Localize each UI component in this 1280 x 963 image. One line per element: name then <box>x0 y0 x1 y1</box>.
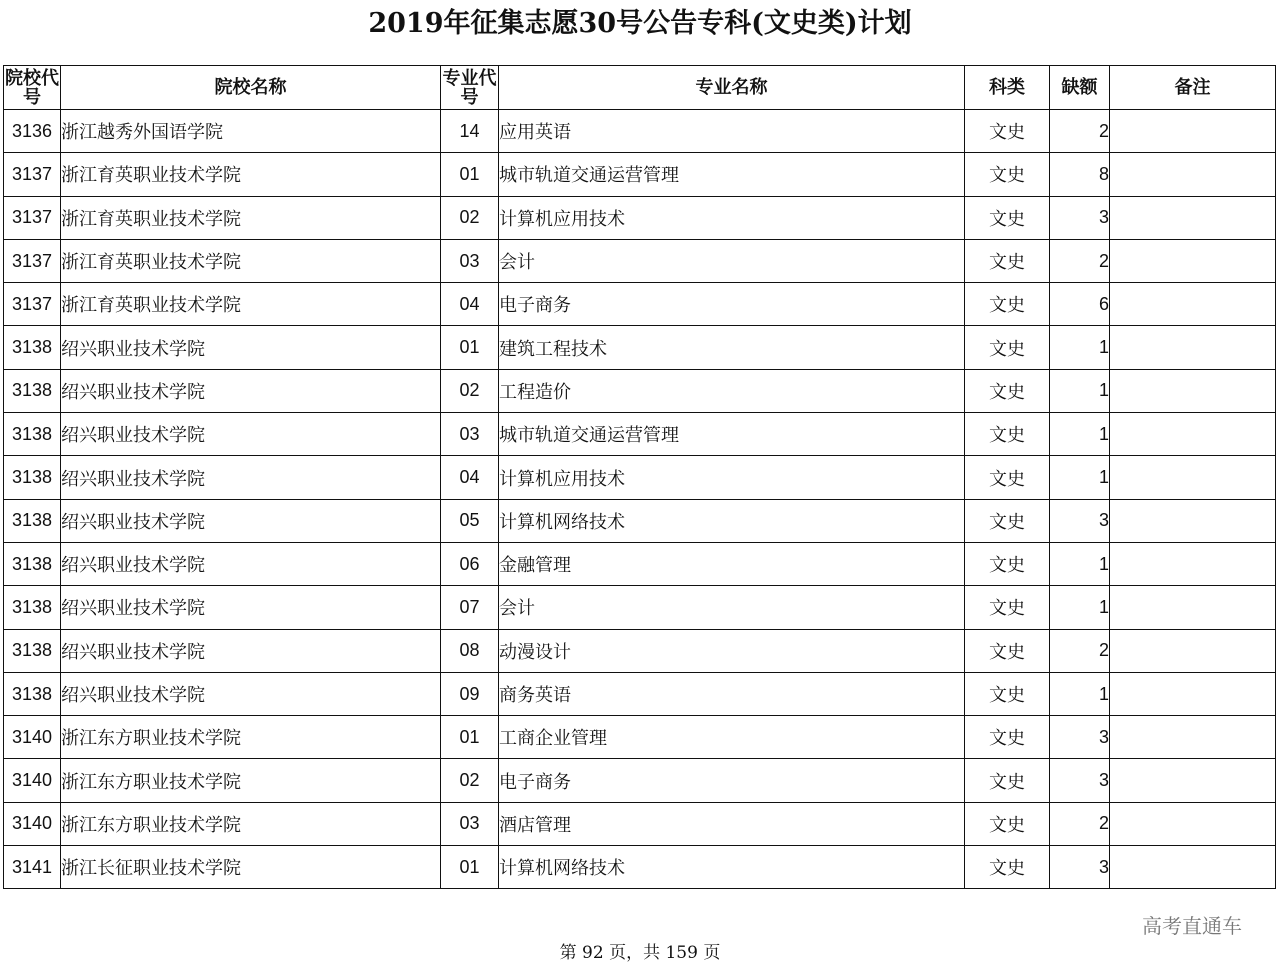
cell-school-code: 3138 <box>4 456 61 499</box>
table-row <box>4 586 1276 629</box>
cell-category: 文史 <box>965 499 1050 542</box>
cell-category: 文史 <box>965 716 1050 759</box>
cell-major-name: 会计 <box>499 586 965 629</box>
cell-major-code: 02 <box>441 759 499 802</box>
cell-remarks <box>1110 153 1276 196</box>
plan-table <box>3 65 1276 889</box>
cell-vacancies: 3 <box>1050 499 1110 542</box>
cell-school-code: 3138 <box>4 629 61 672</box>
cell-school-name: 绍兴职业技术学院 <box>61 369 441 412</box>
table-row <box>4 759 1276 802</box>
cell-major-name: 计算机网络技术 <box>499 499 965 542</box>
table-header-row <box>4 66 1276 110</box>
cell-major-name: 应用英语 <box>499 110 965 153</box>
cell-major-name: 商务英语 <box>499 672 965 715</box>
cell-major-code: 01 <box>441 716 499 759</box>
cell-remarks <box>1110 369 1276 412</box>
page-title: 2019年征集志愿30号公告专科(文史类)计划 <box>368 8 912 39</box>
header-major-code: 专业代号 <box>442 67 497 108</box>
cell-remarks <box>1110 716 1276 759</box>
cell-school-code: 3141 <box>4 846 61 889</box>
cell-vacancies: 2 <box>1050 239 1110 282</box>
table-row <box>4 456 1276 499</box>
cell-vacancies: 1 <box>1050 672 1110 715</box>
cell-school-name: 绍兴职业技术学院 <box>61 413 441 456</box>
page-footer: 第 92 页，共 159 页 <box>559 943 721 963</box>
cell-vacancies: 6 <box>1050 283 1110 326</box>
cell-category: 文史 <box>965 326 1050 369</box>
cell-vacancies: 2 <box>1050 802 1110 845</box>
cell-major-name: 工程造价 <box>499 369 965 412</box>
cell-vacancies: 3 <box>1050 716 1110 759</box>
cell-major-code: 04 <box>441 283 499 326</box>
cell-major-name: 计算机网络技术 <box>499 846 965 889</box>
cell-vacancies: 3 <box>1050 196 1110 239</box>
header-remarks: 备注 <box>1110 66 1276 110</box>
cell-vacancies: 3 <box>1050 846 1110 889</box>
cell-vacancies: 8 <box>1050 153 1110 196</box>
header-school-name: 院校名称 <box>61 66 441 110</box>
cell-major-name: 电子商务 <box>499 759 965 802</box>
cell-vacancies: 1 <box>1050 413 1110 456</box>
cell-major-code: 06 <box>441 542 499 585</box>
cell-school-name: 浙江育英职业技术学院 <box>61 239 441 282</box>
cell-school-name: 浙江东方职业技术学院 <box>61 759 441 802</box>
cell-category: 文史 <box>965 413 1050 456</box>
cell-category: 文史 <box>965 672 1050 715</box>
header-major-name: 专业名称 <box>499 66 965 110</box>
cell-remarks <box>1110 283 1276 326</box>
table-row <box>4 672 1276 715</box>
cell-category: 文史 <box>965 586 1050 629</box>
cell-school-code: 3138 <box>4 326 61 369</box>
cell-remarks <box>1110 629 1276 672</box>
header-school-code: 院校代号 <box>5 67 59 108</box>
cell-category: 文史 <box>965 283 1050 326</box>
cell-vacancies: 1 <box>1050 326 1110 369</box>
cell-vacancies: 2 <box>1050 629 1110 672</box>
table-row <box>4 326 1276 369</box>
cell-school-name: 浙江育英职业技术学院 <box>61 153 441 196</box>
cell-major-code: 01 <box>441 326 499 369</box>
cell-major-code: 14 <box>441 110 499 153</box>
cell-school-name: 绍兴职业技术学院 <box>61 586 441 629</box>
cell-major-name: 计算机应用技术 <box>499 456 965 499</box>
table-row <box>4 846 1276 889</box>
cell-vacancies: 3 <box>1050 759 1110 802</box>
cell-school-code: 3140 <box>4 716 61 759</box>
table-row <box>4 283 1276 326</box>
cell-school-name: 绍兴职业技术学院 <box>61 456 441 499</box>
cell-school-name: 浙江育英职业技术学院 <box>61 283 441 326</box>
header-vacancies: 缺额 <box>1050 66 1110 110</box>
cell-school-code: 3140 <box>4 759 61 802</box>
cell-remarks <box>1110 586 1276 629</box>
cell-school-code: 3138 <box>4 413 61 456</box>
cell-vacancies: 1 <box>1050 586 1110 629</box>
cell-category: 文史 <box>965 153 1050 196</box>
cell-remarks <box>1110 239 1276 282</box>
cell-school-code: 3136 <box>4 110 61 153</box>
cell-school-code: 3137 <box>4 153 61 196</box>
cell-vacancies: 1 <box>1050 369 1110 412</box>
cell-major-name: 工商企业管理 <box>499 716 965 759</box>
cell-category: 文史 <box>965 456 1050 499</box>
cell-category: 文史 <box>965 802 1050 845</box>
table-row <box>4 153 1276 196</box>
cell-school-code: 3137 <box>4 196 61 239</box>
cell-major-name: 动漫设计 <box>499 629 965 672</box>
cell-remarks <box>1110 413 1276 456</box>
cell-school-code: 3138 <box>4 369 61 412</box>
cell-school-name: 浙江越秀外国语学院 <box>61 110 441 153</box>
cell-major-name: 城市轨道交通运营管理 <box>499 413 965 456</box>
cell-major-name: 电子商务 <box>499 283 965 326</box>
cell-category: 文史 <box>965 542 1050 585</box>
cell-vacancies: 1 <box>1050 456 1110 499</box>
table-row <box>4 802 1276 845</box>
cell-major-name: 金融管理 <box>499 542 965 585</box>
cell-remarks <box>1110 326 1276 369</box>
cell-major-name: 会计 <box>499 239 965 282</box>
cell-remarks <box>1110 759 1276 802</box>
cell-remarks <box>1110 110 1276 153</box>
cell-school-name: 绍兴职业技术学院 <box>61 542 441 585</box>
table-row <box>4 716 1276 759</box>
cell-remarks <box>1110 499 1276 542</box>
cell-school-name: 浙江长征职业技术学院 <box>61 846 441 889</box>
table-row <box>4 499 1276 542</box>
cell-major-code: 03 <box>441 802 499 845</box>
cell-major-name: 酒店管理 <box>499 802 965 845</box>
cell-major-code: 07 <box>441 586 499 629</box>
table-row <box>4 196 1276 239</box>
cell-major-code: 02 <box>441 369 499 412</box>
cell-school-name: 绍兴职业技术学院 <box>61 672 441 715</box>
cell-remarks <box>1110 672 1276 715</box>
cell-school-code: 3137 <box>4 283 61 326</box>
cell-school-name: 浙江东方职业技术学院 <box>61 716 441 759</box>
table-row <box>4 369 1276 412</box>
cell-major-code: 03 <box>441 239 499 282</box>
cell-category: 文史 <box>965 846 1050 889</box>
cell-school-name: 浙江育英职业技术学院 <box>61 196 441 239</box>
cell-category: 文史 <box>965 629 1050 672</box>
table-row <box>4 110 1276 153</box>
cell-school-code: 3140 <box>4 802 61 845</box>
table-row <box>4 542 1276 585</box>
cell-category: 文史 <box>965 239 1050 282</box>
cell-vacancies: 2 <box>1050 110 1110 153</box>
cell-remarks <box>1110 542 1276 585</box>
header-category: 科类 <box>965 66 1050 110</box>
watermark-text: 高考直通车 <box>1142 914 1242 938</box>
table-body <box>4 110 1276 889</box>
cell-school-code: 3138 <box>4 542 61 585</box>
cell-remarks <box>1110 802 1276 845</box>
cell-major-code: 09 <box>441 672 499 715</box>
cell-remarks <box>1110 846 1276 889</box>
cell-school-code: 3138 <box>4 672 61 715</box>
cell-major-name: 计算机应用技术 <box>499 196 965 239</box>
cell-major-code: 05 <box>441 499 499 542</box>
cell-major-code: 04 <box>441 456 499 499</box>
cell-remarks <box>1110 456 1276 499</box>
cell-school-code: 3138 <box>4 586 61 629</box>
cell-school-code: 3138 <box>4 499 61 542</box>
cell-school-name: 浙江东方职业技术学院 <box>61 802 441 845</box>
table-row <box>4 629 1276 672</box>
cell-school-name: 绍兴职业技术学院 <box>61 499 441 542</box>
cell-major-code: 01 <box>441 153 499 196</box>
cell-school-name: 绍兴职业技术学院 <box>61 326 441 369</box>
cell-category: 文史 <box>965 196 1050 239</box>
cell-vacancies: 1 <box>1050 542 1110 585</box>
cell-major-name: 建筑工程技术 <box>499 326 965 369</box>
cell-school-name: 绍兴职业技术学院 <box>61 629 441 672</box>
cell-category: 文史 <box>965 110 1050 153</box>
table-row <box>4 239 1276 282</box>
cell-major-code: 01 <box>441 846 499 889</box>
cell-major-code: 03 <box>441 413 499 456</box>
cell-remarks <box>1110 196 1276 239</box>
cell-category: 文史 <box>965 369 1050 412</box>
cell-major-code: 02 <box>441 196 499 239</box>
cell-school-code: 3137 <box>4 239 61 282</box>
table-row <box>4 413 1276 456</box>
cell-major-code: 08 <box>441 629 499 672</box>
cell-category: 文史 <box>965 759 1050 802</box>
cell-major-name: 城市轨道交通运营管理 <box>499 153 965 196</box>
